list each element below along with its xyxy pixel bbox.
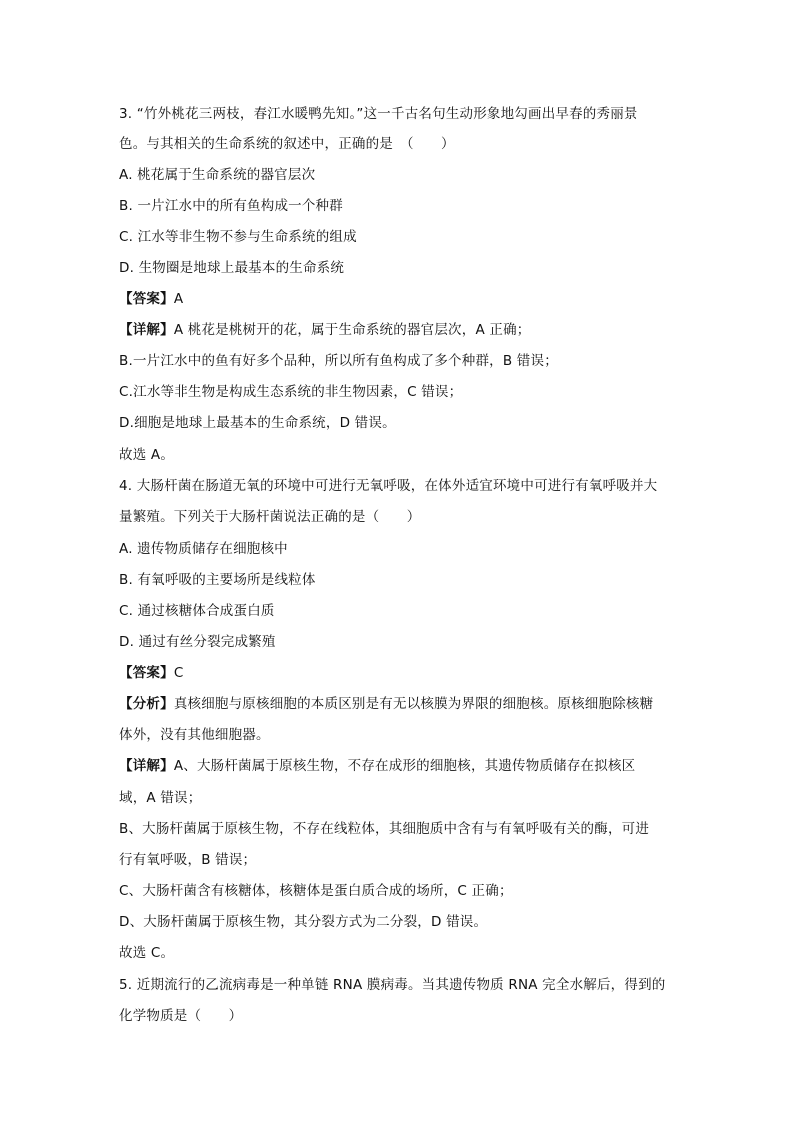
q4-stem-line-2: 量繁殖。下列关于大肠杆菌说法正确的是（ ） <box>119 509 421 525</box>
q4-analysis-line-1 <box>119 695 653 713</box>
analysis-tag: 【分析】 <box>119 696 174 712</box>
detail-tag: 【详解】 <box>119 758 174 774</box>
q3-conclusion: 故选 A。 <box>119 447 175 463</box>
q3-stem-line-1: 3. “竹外桃花三两枝，春江水暖鸭先知。”这一千古名句生动形象地勾画出早春的秀丽景 <box>119 106 638 122</box>
q4-option-d: D. 通过有丝分裂完成繁殖 <box>119 634 276 650</box>
q3-option-a: A. 桃花属于生命系统的器官层次 <box>119 167 316 183</box>
q4-option-c: C. 通过核糖体合成蛋白质 <box>119 603 275 619</box>
q4-conclusion: 故选 C。 <box>119 945 175 961</box>
q4-detail-line-5: C、大肠杆菌含有核糖体，核糖体是蛋白质合成的场所，C 正确； <box>119 883 513 899</box>
answer-tag: 【答案】 <box>119 665 174 681</box>
q3-answer <box>119 290 183 308</box>
q4-analysis-line-2: 体外，没有其他细胞器。 <box>119 727 270 743</box>
q4-option-b: B. 有氧呼吸的主要场所是线粒体 <box>119 572 316 588</box>
answer-value: A <box>173 291 184 307</box>
q4-detail-line-6: D、大肠杆菌属于原核生物，其分裂方式为二分裂，D 错误。 <box>119 914 488 930</box>
q4-detail-line-3: B、大肠杆菌属于原核生物，不存在线粒体，其细胞质中含有与有氧呼吸有关的酶，可进 <box>119 821 650 837</box>
q3-option-b: B. 一片江水中的所有鱼构成一个种群 <box>119 198 343 214</box>
q3-option-c: C. 江水等非生物不参与生命系统的组成 <box>119 229 357 245</box>
q4-detail-line-1 <box>119 757 635 775</box>
answer-tag: 【答案】 <box>119 291 174 307</box>
analysis-text: 真核细胞与原核细胞的本质区别是有无以核膜为界限的细胞核。原核细胞除核糖 <box>173 696 654 712</box>
q5-stem-line-1: 5. 近期流行的乙流病毒是一种单链 RNA 膜病毒。当其遗传物质 RNA 完全水解后，得到的 <box>119 977 666 993</box>
q4-stem-line-1: 4. 大肠杆菌在肠道无氧的环境中可进行无氧呼吸，在体外适宜环境中可进行有氧呼吸并大 <box>119 478 658 494</box>
q4-detail-line-2: 域，A 错误； <box>119 790 202 806</box>
q3-detail-line-3: C.江水等非生物是构成生态系统的非生物因素，C 错误； <box>119 384 463 400</box>
q3-detail-line-4: D.细胞是地球上最基本的生命系统，D 错误。 <box>119 415 396 431</box>
q4-answer <box>119 664 183 682</box>
q5-stem-line-2: 化学物质是（ ） <box>119 1008 243 1024</box>
q3-stem-line-2: 色。与其相关的生命系统的叙述中，正确的是 （ ） <box>119 136 455 152</box>
answer-value: C <box>173 665 184 681</box>
q4-detail-line-4: 行有氧呼吸，B 错误； <box>119 852 257 868</box>
detail-text: A 桃花是桃树开的花，属于生命系统的器官层次，A 正确； <box>173 322 531 338</box>
q4-option-a: A. 遗传物质储存在细胞核中 <box>119 541 288 557</box>
q3-option-d: D. 生物圈是地球上最基本的生命系统 <box>119 260 345 276</box>
q3-detail-line-2: B.一片江水中的鱼有好多个品种，所以所有鱼构成了多个种群，B 错误； <box>119 353 558 369</box>
detail-text: A、大肠杆菌属于原核生物，不存在成形的细胞核，其遗传物质储存在拟核区 <box>173 758 636 774</box>
q3-detail-line-1 <box>119 321 530 339</box>
detail-tag: 【详解】 <box>119 322 174 338</box>
